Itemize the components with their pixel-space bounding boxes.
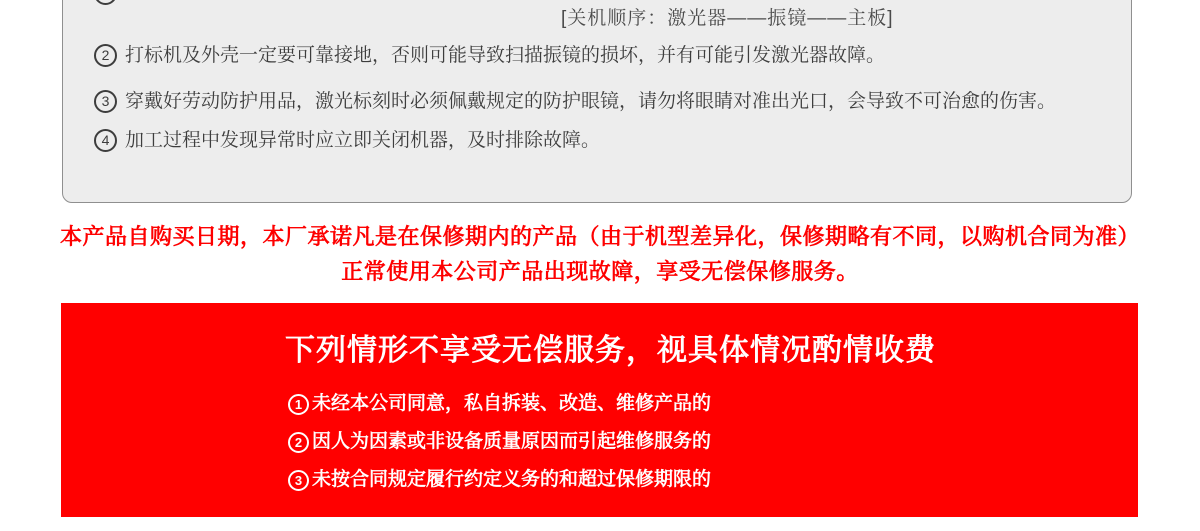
warranty-statement-line2: 正常使用本公司产品出现故障，享受无偿保修服务。 xyxy=(341,259,859,284)
notice-item-4 xyxy=(94,129,600,152)
notice-item-2-text: 打标机及外壳一定要可靠接地，否则可能导致扫描振镜的损坏，并有可能引发激光器故障。 xyxy=(125,45,886,66)
notice-item-2 xyxy=(94,44,885,67)
notice-item-4-text: 加工过程中发现异常时应立即关闭机器，及时排除故障。 xyxy=(125,130,601,151)
paid-service-item-3 xyxy=(288,468,711,492)
circled-number-3: 3 xyxy=(288,470,309,491)
paid-service-item-1-text: 未经本公司同意，私自拆装、改造、维修产品的 xyxy=(312,393,712,414)
circled-number-2: 2 xyxy=(94,44,117,67)
warranty-statement xyxy=(0,219,1200,289)
paid-service-item-2-text: 因人为因素或非设备质量原因而引起维修服务的 xyxy=(312,431,712,452)
circled-number-1-partial xyxy=(94,0,117,5)
paid-service-item-3-text: 未按合同规定履行约定义务的和超过保修期限的 xyxy=(312,469,712,490)
paid-service-title: 下列情形不享受无偿服务，视具体情况酌情收费 xyxy=(285,334,936,367)
circled-number-4: 4 xyxy=(94,129,117,152)
notice-item-3 xyxy=(94,90,1056,113)
notice-item-3-text: 穿戴好劳动防护用品，激光标刻时必须佩戴规定的防护眼镜，请勿将眼睛对准出光口，会导致不可治愈的伤害。 xyxy=(125,91,1057,112)
warranty-statement-line1: 本产品自购买日期，本厂承诺凡是在保修期内的产品（由于机型差异化，保修期略有不同，以购机合同为准） xyxy=(59,224,1140,249)
safety-notice-content xyxy=(63,0,1131,202)
circled-number-1: 1 xyxy=(288,394,309,415)
circled-number-3: 3 xyxy=(94,90,117,113)
safety-notice-box xyxy=(62,0,1132,203)
circled-number-2: 2 xyxy=(288,432,309,453)
shutdown-sequence-line: [关机顺序：激光器——振镜——主板] xyxy=(561,8,894,29)
paid-service-item-2 xyxy=(288,430,711,454)
paid-service-box xyxy=(61,303,1138,517)
paid-service-item-1 xyxy=(288,392,711,416)
